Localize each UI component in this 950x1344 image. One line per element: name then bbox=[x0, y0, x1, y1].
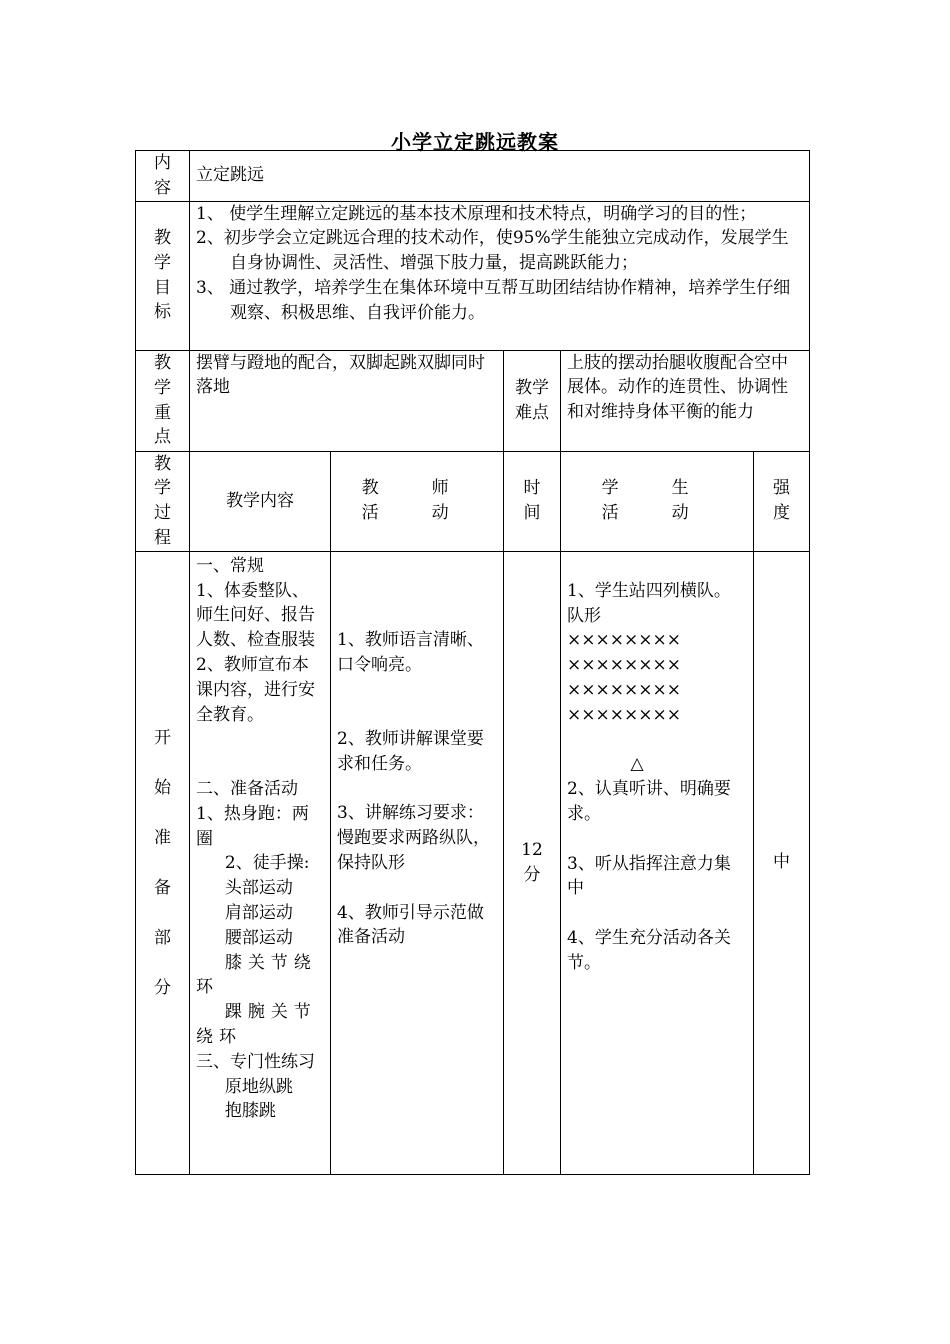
content-line: 1、体委整队、师生问好、报告人数、检查服装 bbox=[196, 580, 315, 651]
content-line: 腰部运动 bbox=[224, 927, 293, 948]
teacher-line: 3、讲解练习要求：慢跑要求两路纵队，保持队形 bbox=[337, 803, 490, 873]
objective-item: 1、 使学生理解立定跳远的基本技术原理和技术特点，明确学习的目的性； bbox=[196, 203, 757, 224]
teacher-line: 4、教师引导示范做准备活动 bbox=[337, 902, 484, 948]
content-line: 膝关节绕环 bbox=[196, 952, 317, 998]
objectives-row bbox=[136, 201, 810, 350]
formation-row: ×××××××× bbox=[567, 679, 681, 700]
formation-row: ×××××××× bbox=[567, 655, 681, 676]
document-title: 小学立定跳远教案 bbox=[391, 130, 559, 154]
section-time: 12 分 bbox=[504, 551, 561, 1174]
spacer bbox=[567, 901, 747, 926]
process-label: 教 学 过 程 bbox=[136, 451, 190, 551]
focus-row bbox=[136, 350, 810, 451]
spacer bbox=[196, 727, 324, 752]
student-line: 4、学生充分活动各关节。 bbox=[567, 927, 731, 973]
content-line: 一、常规 bbox=[196, 555, 264, 576]
formation-row: ×××××××× bbox=[567, 630, 681, 651]
teacher-line: 1、教师语言清晰、口令响亮。 bbox=[337, 629, 484, 675]
header-student: 学 生 活 动 bbox=[561, 451, 754, 551]
opening-section-row bbox=[136, 551, 810, 1174]
student-line: 1、学生站四列横队。 bbox=[567, 580, 731, 601]
key-points-label: 教 学 重 点 bbox=[136, 350, 190, 451]
content-line: 2、教师宣布本课内容，进行安全教育。 bbox=[196, 654, 315, 725]
header-time: 时 间 bbox=[504, 451, 561, 551]
content-line: 抱膝跳 bbox=[224, 1101, 276, 1122]
spacer bbox=[337, 702, 497, 727]
key-points-value: 摆臂与蹬地的配合，双脚起跳双脚同时落地 bbox=[190, 350, 504, 451]
teacher-position-marker: △ bbox=[630, 754, 644, 775]
content-line: 踝腕关节绕环 bbox=[196, 1002, 317, 1047]
content-line: 三、专门性练习 bbox=[196, 1051, 315, 1072]
header-intensity: 强 度 bbox=[754, 451, 810, 551]
header-teacher: 教 师 活 动 bbox=[331, 451, 504, 551]
section-intensity: 中 bbox=[754, 551, 810, 1174]
content-line: 2、徒手操: bbox=[224, 853, 310, 874]
teacher-line: 2、教师讲解课堂要求和任务。 bbox=[337, 728, 484, 774]
content-line: 原地纵跳 bbox=[224, 1076, 293, 1097]
objectives-list bbox=[190, 201, 810, 350]
content-line: 头部运动 bbox=[224, 878, 293, 899]
student-line: 队形 bbox=[567, 605, 601, 626]
spacer bbox=[567, 827, 747, 852]
objective-item: 2、初步学会立定跳远合理的技术动作，使95%学生能独立完成动作，发展学生自身协调性、灵活性、增强下肢力量，提高跳跃能力； bbox=[196, 228, 789, 274]
difficulty-value: 上肢的摆动抬腿收腹配合空中展体。动作的连贯性、协调性和对维持身体平衡的能力 bbox=[561, 350, 810, 451]
difficulty-label: 教学 难点 bbox=[504, 350, 561, 451]
objective-item: 3、 通过教学，培养学生在集体环境中互帮互助团结结协作精神，培养学生仔细观察、积极思维、自我评价能力。 bbox=[196, 277, 791, 323]
objectives-label: 教 学 目 标 bbox=[136, 201, 190, 350]
section-teacher bbox=[331, 551, 504, 1174]
section-label: 开 始 准 备 部 分 bbox=[136, 551, 190, 1174]
content-line: 肩部运动 bbox=[224, 902, 293, 923]
lesson-plan-table bbox=[135, 150, 810, 1175]
content-value: 立定跳远 bbox=[190, 151, 810, 202]
spacer bbox=[196, 752, 324, 777]
spacer bbox=[567, 728, 747, 753]
student-line: 3、听从指挥注意力集中 bbox=[567, 853, 731, 899]
spacer bbox=[337, 876, 497, 901]
spacer bbox=[337, 677, 497, 702]
spacer bbox=[337, 777, 497, 802]
header-content: 教学内容 bbox=[190, 451, 331, 551]
formation-row: ×××××××× bbox=[567, 704, 681, 725]
content-line: 二、准备活动 bbox=[196, 778, 298, 799]
content-row bbox=[136, 151, 810, 202]
section-content bbox=[190, 551, 331, 1174]
content-label: 内 容 bbox=[136, 151, 190, 202]
content-line: 1、热身跑：两圈 bbox=[196, 803, 309, 849]
student-line: 2、认真听讲、明确要求。 bbox=[567, 779, 731, 824]
section-student bbox=[561, 551, 754, 1174]
process-header-row bbox=[136, 451, 810, 551]
